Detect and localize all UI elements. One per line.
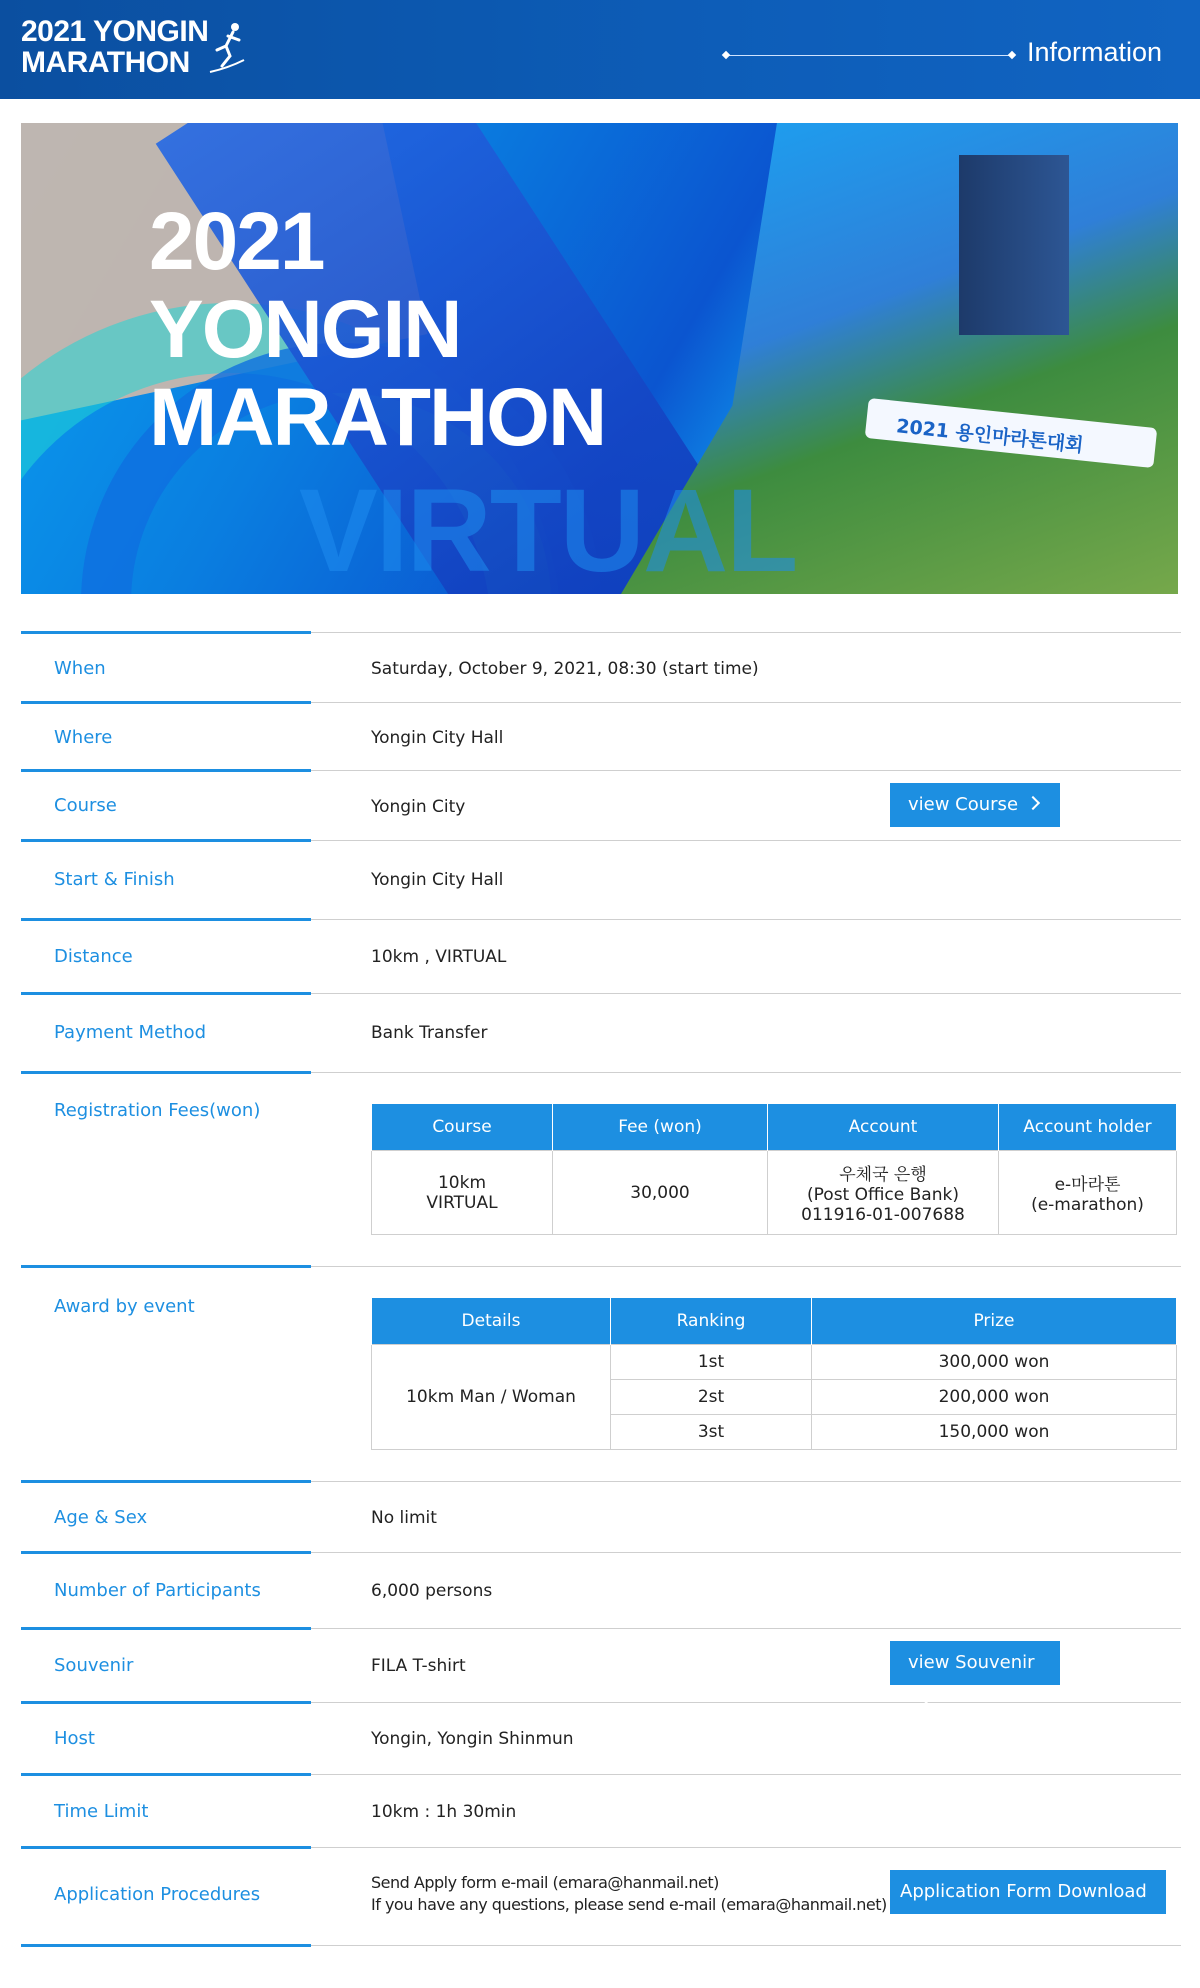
value-start-finish: Yongin City Hall <box>371 870 504 890</box>
fees-course-line1: 10km <box>437 1172 487 1193</box>
label-start-finish: Start & Finish <box>54 869 175 890</box>
award-rank-2: 2st <box>611 1380 812 1415</box>
application-line-1: Send Apply form e-mail (emara@hanmail.net) <box>371 1873 719 1892</box>
fees-col-fee: Fee (won) <box>553 1104 768 1151</box>
label-award: Award by event <box>54 1296 195 1317</box>
value-age-sex: No limit <box>371 1508 437 1528</box>
logo-line-1: 2021 YONGIN <box>21 15 209 48</box>
header-divider-line <box>726 55 1012 56</box>
arch-text: 2021 용인마라톤대회 <box>895 415 1085 457</box>
value-time-limit: 10km : 1h 30min <box>371 1802 517 1822</box>
value-host: Yongin, Yongin Shinmun <box>371 1729 574 1749</box>
runner-icon <box>208 20 248 75</box>
logo-line-2: MARATHON <box>21 46 190 79</box>
label-age-sex: Age & Sex <box>54 1507 148 1528</box>
line-dot-right <box>1008 51 1016 59</box>
value-distance: 10km , VIRTUAL <box>371 947 507 967</box>
view-course-label: view Course <box>908 794 1019 815</box>
fees-account-line1: 우체국 은행 <box>839 1165 927 1185</box>
award-table-header <box>372 1298 1177 1345</box>
fees-holder-cell <box>999 1151 1177 1235</box>
value-when: Saturday, October 9, 2021, 08:30 (start time) <box>371 659 759 679</box>
city-hall-building <box>959 155 1069 335</box>
banner-title-line-1: 2021 <box>149 196 324 287</box>
row-participants <box>21 1553 1181 1629</box>
award-row-1 <box>372 1345 1177 1380</box>
row-start-finish <box>21 841 1181 920</box>
award-prize-2: 200,000 won <box>812 1380 1177 1415</box>
fees-course-cell <box>372 1151 553 1235</box>
page-title: Information <box>1027 37 1163 67</box>
row-souvenir <box>21 1629 1181 1703</box>
fees-table-row <box>372 1151 1177 1235</box>
fees-account-line3: 011916-01-007688 <box>801 1205 965 1225</box>
value-where: Yongin City Hall <box>371 728 504 748</box>
view-souvenir-button[interactable] <box>890 1641 1060 1685</box>
award-prize-3: 150,000 won <box>812 1415 1177 1450</box>
value-payment: Bank Transfer <box>371 1023 488 1043</box>
line-dot-left <box>722 51 730 59</box>
banner-title-line-2: YONGIN <box>149 284 461 375</box>
row-registration-fees <box>21 1073 1181 1267</box>
fees-holder-line1: e-마라톤 <box>1054 1175 1121 1195</box>
application-line-2: If you have any questions, please send e-mail (emara@hanmail.net) <box>371 1895 887 1914</box>
award-table <box>371 1297 1177 1450</box>
value-course: Yongin City <box>371 797 466 817</box>
row-distance <box>21 920 1181 994</box>
fees-fee-cell: 30,000 <box>553 1151 768 1235</box>
banner-virtual-text: VIRTUAL <box>299 465 797 594</box>
row-application <box>21 1848 1181 1946</box>
label-payment: Payment Method <box>54 1022 207 1043</box>
award-col-prize: Prize <box>812 1298 1177 1345</box>
fees-table-header <box>372 1104 1177 1151</box>
award-rank-1: 1st <box>611 1345 812 1380</box>
label-where: Where <box>54 727 113 748</box>
fees-col-account: Account <box>768 1104 999 1151</box>
site-header <box>0 0 1200 99</box>
label-souvenir: Souvenir <box>54 1655 134 1676</box>
hero-banner <box>21 123 1178 594</box>
award-col-ranking: Ranking <box>611 1298 812 1345</box>
label-distance: Distance <box>54 946 133 967</box>
info-table <box>21 633 1181 1946</box>
award-prize-1: 300,000 won <box>812 1345 1177 1380</box>
label-course: Course <box>54 795 117 816</box>
value-participants: 6,000 persons <box>371 1581 493 1601</box>
fees-holder-line2: (e-marathon) <box>1031 1195 1144 1215</box>
fees-course-line2: VIRTUAL <box>426 1192 498 1213</box>
award-details-cell: 10km Man / Woman <box>372 1345 611 1450</box>
fees-table <box>371 1103 1177 1235</box>
banner-title-line-3: MARATHON <box>149 372 606 463</box>
application-form-download-button[interactable] <box>890 1870 1166 1914</box>
fees-col-course: Course <box>372 1104 553 1151</box>
chevron-right-icon <box>1026 796 1040 810</box>
application-download-label: Application Form Download <box>900 1881 1147 1902</box>
fees-account-line2: (Post Office Bank) <box>807 1185 959 1205</box>
row-payment <box>21 994 1181 1073</box>
label-time-limit: Time Limit <box>54 1801 149 1822</box>
award-rank-3: 3st <box>611 1415 812 1450</box>
value-application <box>371 1872 887 1916</box>
row-award <box>21 1267 1181 1482</box>
banner-title <box>149 198 605 462</box>
label-host: Host <box>54 1728 95 1749</box>
view-souvenir-label: view Souvenir <box>908 1652 1035 1673</box>
fees-col-holder: Account holder <box>999 1104 1177 1151</box>
row-age-sex <box>21 1482 1181 1553</box>
row-where <box>21 703 1181 771</box>
view-course-button[interactable] <box>890 783 1060 827</box>
label-application: Application Procedures <box>54 1884 261 1905</box>
row-host <box>21 1703 1181 1775</box>
site-logo[interactable] <box>21 16 208 78</box>
row-when <box>21 633 1181 703</box>
label-participants: Number of Participants <box>54 1580 261 1601</box>
label-when: When <box>54 658 106 679</box>
award-col-details: Details <box>372 1298 611 1345</box>
label-registration-fees: Registration Fees(won) <box>54 1100 261 1121</box>
fees-account-cell <box>768 1151 999 1235</box>
chevron-right-icon <box>908 1927 922 1941</box>
row-time-limit <box>21 1775 1181 1848</box>
value-souvenir: FILA T-shirt <box>371 1656 466 1676</box>
row-course <box>21 771 1181 841</box>
